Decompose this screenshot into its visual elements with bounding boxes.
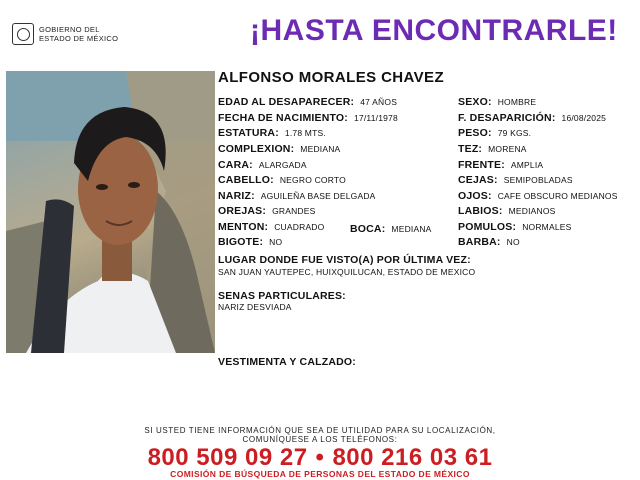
government-logo xyxy=(12,22,118,46)
field-eyebrows xyxy=(458,174,573,186)
field-age xyxy=(218,96,397,108)
field-beard xyxy=(458,236,520,248)
last-seen-label: LUGAR DONDE FUE VISTO(A) POR ÚLTIMA VEZ: xyxy=(218,254,471,266)
field-weight-value: 79 KGS. xyxy=(497,128,532,138)
field-chin-label: MENTON: xyxy=(218,221,269,233)
field-lips-value: MEDIANOS xyxy=(508,206,556,216)
field-eyes xyxy=(458,190,618,202)
field-complexion-tone-value: MORENA xyxy=(488,144,527,154)
field-sex-value: HOMBRE xyxy=(497,97,537,107)
field-mouth-value: MEDIANA xyxy=(391,224,432,234)
field-birthdate xyxy=(218,112,398,124)
field-eyes-value: CAFE OBSCURO MEDIANOS xyxy=(497,191,618,201)
field-hair-value: NEGRO CORTO xyxy=(279,175,346,185)
field-build xyxy=(218,143,340,155)
phone-separator: • xyxy=(315,444,325,471)
last-seen-value: SAN JUAN YAUTEPEC, HUIXQUILUCAN, ESTADO DE MEXICO xyxy=(218,267,476,277)
field-sex xyxy=(458,96,536,108)
field-complexion-tone-label: TEZ: xyxy=(458,143,483,155)
logo-line-1: GOBIERNO DEL xyxy=(39,25,100,34)
person-photo xyxy=(6,71,215,353)
coat-of-arms-icon xyxy=(12,23,34,45)
clothing-label: VESTIMENTA Y CALZADO: xyxy=(218,356,356,368)
logo-line-2: ESTADO DE MÉXICO xyxy=(39,34,119,43)
field-mouth-label: BOCA: xyxy=(350,223,386,235)
field-hair xyxy=(218,174,346,186)
field-mustache-value: NO xyxy=(269,237,283,247)
field-eyebrows-label: CEJAS: xyxy=(458,174,498,186)
field-nose-value: AGUILEÑA BASE DELGADA xyxy=(260,191,376,201)
commission-name: COMISIÓN DE BÚSQUEDA DE PERSONAS DEL ESTADO DE MÉXICO xyxy=(170,469,470,479)
field-forehead xyxy=(458,159,543,171)
field-height-label: ESTATURA: xyxy=(218,127,279,139)
field-mustache xyxy=(218,236,282,248)
field-birthdate-value: 17/11/1978 xyxy=(354,113,398,123)
field-ears-label: OREJAS: xyxy=(218,205,267,217)
field-chin-value: CUADRADO xyxy=(274,222,325,232)
field-beard-value: NO xyxy=(506,237,520,247)
footer-note-line-2: COMUNÍQUESE A LOS TELÉFONOS: xyxy=(242,435,398,444)
field-sex-label: SEXO: xyxy=(458,96,492,108)
field-ears-value: GRANDES xyxy=(272,206,316,216)
field-beard-label: BARBA: xyxy=(458,236,501,248)
field-birthdate-label: FECHA DE NACIMIENTO: xyxy=(218,112,348,124)
field-build-value: MEDIANA xyxy=(300,144,341,154)
person-name: ALFONSO MORALES CHAVEZ xyxy=(218,69,445,86)
field-age-value: 47 AÑOS xyxy=(360,97,398,107)
field-nose xyxy=(218,190,376,202)
field-mouth xyxy=(350,223,432,235)
field-mustache-label: BIGOTE: xyxy=(218,236,264,248)
field-cheekbones-value: NORMALES xyxy=(522,222,572,232)
field-lips xyxy=(458,205,556,217)
phone-number-2[interactable]: 800 216 03 61 xyxy=(332,444,493,471)
field-face-value: ALARGADA xyxy=(258,160,307,170)
phone-number-1[interactable]: 800 509 09 27 xyxy=(147,444,308,471)
field-forehead-label: FRENTE: xyxy=(458,159,505,171)
field-disappearance-date-value: 16/08/2025 xyxy=(561,113,607,123)
field-height-value: 1.78 MTS. xyxy=(284,128,326,138)
field-disappearance-date-label: F. DESAPARICIÓN: xyxy=(458,112,556,124)
field-age-label: EDAD AL DESAPARECER: xyxy=(218,96,355,108)
phone-numbers xyxy=(0,444,640,472)
field-eyes-label: OJOS: xyxy=(458,190,492,202)
field-face xyxy=(218,159,307,171)
field-hair-label: CABELLO: xyxy=(218,174,274,186)
field-ears xyxy=(218,205,316,217)
field-weight xyxy=(458,127,531,139)
field-chin xyxy=(218,221,324,233)
field-complexion-tone xyxy=(458,143,527,155)
field-build-label: COMPLEXION: xyxy=(218,143,295,155)
field-cheekbones-label: POMULOS: xyxy=(458,221,517,233)
field-lips-label: LABIOS: xyxy=(458,205,503,217)
field-height xyxy=(218,127,326,139)
headline: ¡HASTA ENCONTRARLE! xyxy=(250,14,618,47)
field-face-label: CARA: xyxy=(218,159,253,171)
distinguishing-marks-label: SENAS PARTICULARES: xyxy=(218,290,346,302)
field-weight-label: PESO: xyxy=(458,127,492,139)
logo-text xyxy=(39,25,118,43)
field-cheekbones xyxy=(458,221,572,233)
field-disappearance-date xyxy=(458,112,606,124)
field-eyebrows-value: SEMIPOBLADAS xyxy=(503,175,573,185)
field-nose-label: NARIZ: xyxy=(218,190,255,202)
field-forehead-value: AMPLIA xyxy=(510,160,544,170)
footer-note-line-1: SI USTED TIENE INFORMACIÓN QUE SEA DE UTILIDAD PARA SU LOCALIZACIÓN, xyxy=(144,426,496,435)
distinguishing-marks-value: NARIZ DESVIADA xyxy=(218,302,292,312)
